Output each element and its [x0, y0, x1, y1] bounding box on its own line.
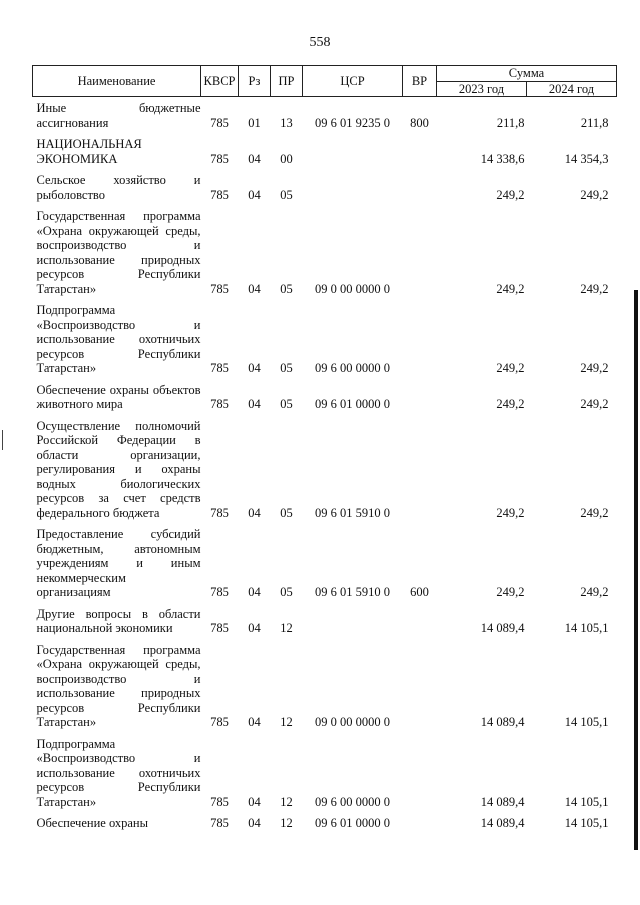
cell-csr: 09 0 00 0000 0	[315, 715, 390, 729]
scan-edge-bar	[634, 290, 638, 850]
cell-y2023: 211,8	[496, 115, 525, 130]
cell-y2024: 14 105,1	[564, 794, 609, 809]
table-row	[33, 603, 617, 639]
cell-rz: 04	[248, 585, 261, 599]
cell-y2024: 14 105,1	[564, 621, 609, 635]
cell-csr: 09 6 01 0000 0	[315, 816, 390, 830]
table-row	[33, 812, 617, 834]
table-row	[33, 299, 617, 379]
cell-pr: 05	[280, 281, 293, 296]
table-row	[33, 169, 617, 205]
cell-name: Государственная программа «Охрана окружающей среды, воспроизводство и использование природных ресурсов Республики Татарстан»	[36, 642, 201, 729]
cell-vr	[403, 133, 437, 169]
cell-name: НАЦИОНАЛЬНАЯ ЭКОНОМИКА	[36, 137, 142, 166]
cell-y2024: 249,2	[580, 397, 609, 411]
header-kvsr: КВСР	[201, 66, 239, 97]
cell-rz: 04	[248, 715, 261, 729]
cell-y2024: 249,2	[580, 585, 609, 599]
cell-pr: 12	[280, 816, 293, 830]
cell-name: Государственная программа «Охрана окружающей среды, воспроизводство и использование природных ресурсов Республики Татарстан»	[36, 209, 201, 296]
cell-vr: 800	[410, 115, 429, 130]
cell-vr: 600	[410, 585, 429, 599]
table-row	[33, 523, 617, 603]
header-pr: ПР	[271, 66, 303, 97]
cell-kvsr: 785	[210, 115, 229, 130]
cell-csr: 09 6 01 5910 0	[315, 585, 390, 599]
table-row	[33, 133, 617, 169]
cell-y2023: 249,2	[496, 361, 525, 375]
cell-vr	[403, 299, 437, 379]
cell-pr: 12	[280, 621, 293, 635]
cell-vr	[403, 639, 437, 733]
table-row	[33, 97, 617, 134]
cell-name: Иные бюджетные ассигнования	[36, 101, 201, 130]
cell-rz: 04	[248, 187, 261, 202]
cell-kvsr: 785	[210, 794, 229, 809]
cell-rz: 01	[248, 115, 261, 130]
cell-rz: 04	[248, 397, 261, 411]
cell-y2023: 14 338,6	[480, 151, 525, 166]
cell-vr	[403, 603, 437, 639]
cell-kvsr: 785	[210, 397, 229, 411]
cell-rz: 04	[248, 361, 261, 375]
cell-name: Подпрограмма «Воспроизводство и использование охотничьих ресурсов Республики Татарстан»	[36, 736, 201, 809]
cell-kvsr: 785	[210, 816, 229, 830]
cell-y2024: 14 354,3	[564, 151, 609, 166]
scan-edge-mark	[2, 430, 3, 450]
cell-y2023: 14 089,4	[480, 621, 525, 635]
header-vr: ВР	[403, 66, 437, 97]
cell-pr: 05	[280, 585, 293, 599]
cell-kvsr: 785	[210, 281, 229, 296]
cell-vr	[403, 812, 437, 834]
cell-y2024: 14 105,1	[564, 715, 609, 729]
table-body	[33, 97, 617, 834]
table-row	[33, 639, 617, 733]
cell-y2024: 14 105,1	[564, 816, 609, 830]
cell-y2024: 249,2	[580, 187, 609, 202]
cell-y2024: 249,2	[580, 361, 609, 375]
cell-y2023: 14 089,4	[480, 794, 525, 809]
header-name: Наименование	[33, 66, 201, 97]
cell-rz: 04	[248, 621, 261, 635]
cell-vr	[403, 205, 437, 299]
cell-csr	[303, 133, 403, 169]
cell-csr: 09 6 01 0000 0	[315, 397, 390, 411]
table-row	[33, 205, 617, 299]
cell-name: Предоставление субсидий бюджетным, автономным учреждениям и иным некоммерческим организациям	[36, 527, 201, 599]
cell-pr: 05	[280, 397, 293, 411]
cell-name: Подпрограмма «Воспроизводство и использование охотничьих ресурсов Республики Татарстан»	[36, 303, 201, 375]
budget-table	[32, 65, 617, 834]
cell-pr: 05	[280, 505, 293, 520]
cell-kvsr: 785	[210, 151, 229, 166]
cell-csr: 09 6 01 5910 0	[315, 505, 390, 520]
cell-csr: 09 6 01 9235 0	[315, 115, 390, 130]
cell-kvsr: 785	[210, 187, 229, 202]
cell-name: Обеспечение охраны объектов животного мира	[36, 382, 201, 411]
cell-pr: 05	[280, 361, 293, 375]
table-row	[33, 415, 617, 524]
cell-vr	[403, 169, 437, 205]
cell-y2023: 14 089,4	[480, 816, 525, 830]
cell-rz: 04	[248, 505, 261, 520]
header-sum: Сумма	[437, 66, 617, 82]
cell-rz: 04	[248, 151, 261, 166]
cell-rz: 04	[248, 816, 261, 830]
cell-rz: 04	[248, 794, 261, 809]
header-csr: ЦСР	[303, 66, 403, 97]
cell-pr: 12	[280, 794, 293, 809]
cell-csr: 09 0 00 0000 0	[315, 281, 390, 296]
cell-kvsr: 785	[210, 505, 229, 520]
cell-y2024: 249,2	[580, 281, 609, 296]
cell-y2023: 249,2	[496, 505, 525, 520]
page-number: 558	[309, 35, 331, 50]
cell-name: Осуществление полномочий Российской Федерации в области организации, регулирования и охраны водных биологических ресурсов за счет средств федерального бюджета	[36, 418, 201, 520]
cell-y2023: 14 089,4	[480, 715, 525, 729]
cell-y2024: 249,2	[580, 505, 609, 520]
cell-y2023: 249,2	[496, 585, 525, 599]
cell-y2024: 211,8	[580, 115, 609, 130]
cell-name: Сельское хозяйство и рыболовство	[36, 173, 201, 202]
table-row	[33, 379, 617, 415]
cell-vr	[403, 415, 437, 524]
cell-y2023: 249,2	[496, 281, 525, 296]
cell-kvsr: 785	[210, 621, 229, 635]
cell-name: Другие вопросы в области национальной экономики	[36, 606, 201, 635]
header-2023: 2023 год	[437, 81, 527, 97]
cell-pr: 00	[280, 151, 293, 166]
cell-pr: 13	[280, 115, 293, 130]
cell-kvsr: 785	[210, 585, 229, 599]
cell-pr: 12	[280, 715, 293, 729]
cell-csr: 09 6 00 0000 0	[315, 794, 390, 809]
cell-name: Обеспечение охраны	[36, 816, 149, 830]
cell-y2023: 249,2	[496, 397, 525, 411]
cell-vr	[403, 379, 437, 415]
cell-rz: 04	[248, 281, 261, 296]
cell-pr: 05	[280, 187, 293, 202]
cell-vr	[403, 733, 437, 813]
header-row	[33, 66, 617, 82]
header-rz: Рз	[239, 66, 271, 97]
cell-csr	[303, 169, 403, 205]
header-2024: 2024 год	[527, 81, 617, 97]
cell-kvsr: 785	[210, 361, 229, 375]
cell-y2023: 249,2	[496, 187, 525, 202]
cell-csr	[303, 603, 403, 639]
cell-csr: 09 6 00 0000 0	[315, 361, 390, 375]
table-row	[33, 733, 617, 813]
cell-kvsr: 785	[210, 715, 229, 729]
